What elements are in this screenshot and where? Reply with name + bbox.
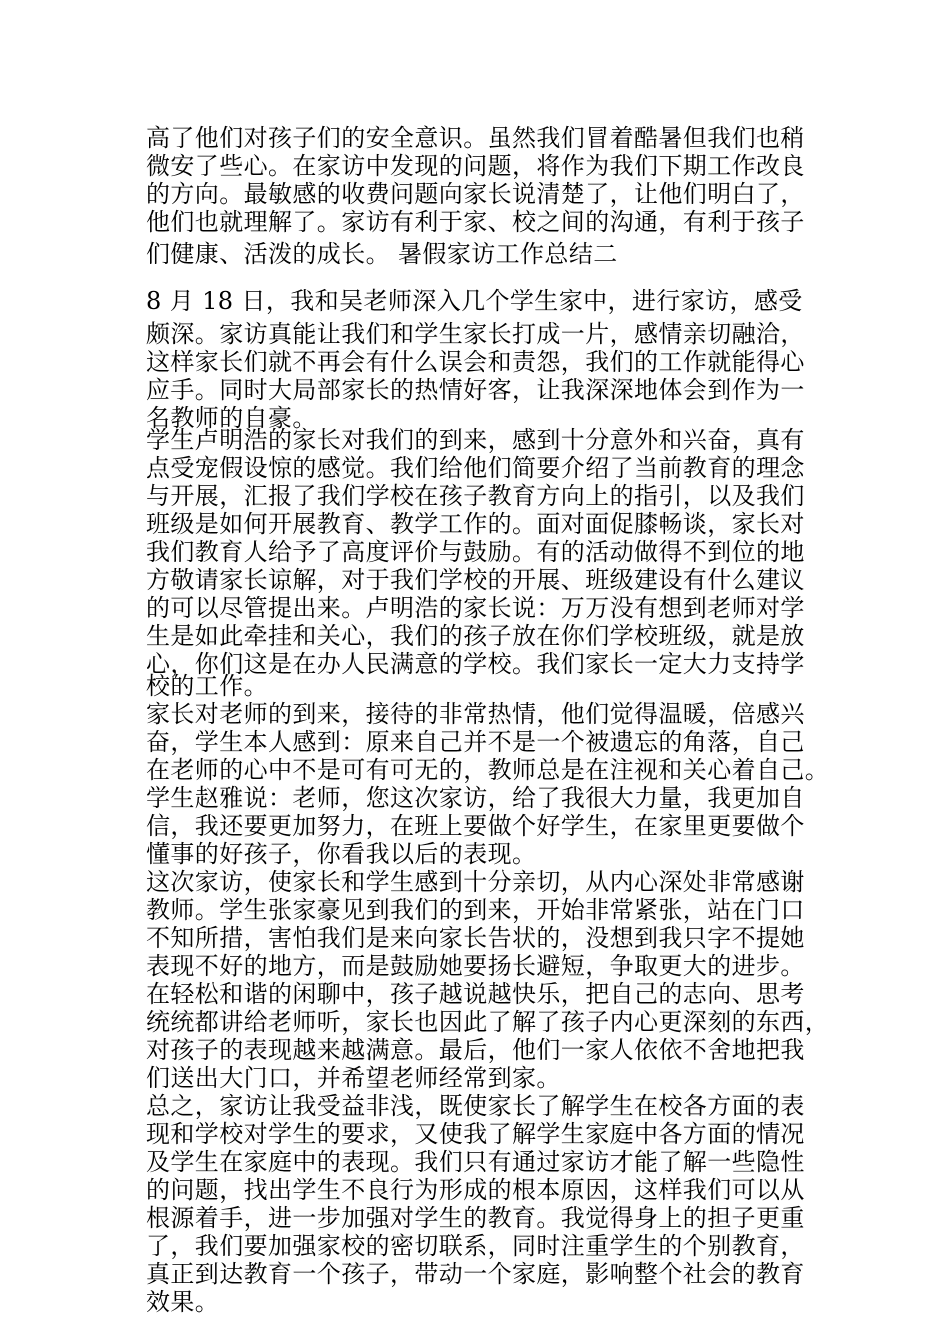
text-line: 颇深。家访真能让我们和学生家长打成一片，感情亲切融洽， [146,320,805,348]
text-line: 根源着手，进一步加强对学生的教育。我觉得身上的担子更重 [146,1204,805,1232]
text-line: 应手。同时大局部家长的热情好客，让我深深地体会到作为一 [146,376,805,404]
text-line: 对孩子的表现越来越满意。最后，他们一家人依依不舍地把我 [146,1036,805,1064]
text-line: 微安了些心。在家访中发现的问题，将作为我们下期工作改良 [146,152,805,180]
text-line: 及学生在家庭中的表现。我们只有通过家访才能了解一些隐性 [146,1148,805,1176]
text-line: 真正到达教育一个孩子，带动一个家庭，影响整个社会的教育 [146,1260,805,1288]
text-line: 这样家长们就不再会有什么误会和责怨，我们的工作就能得心 [146,348,805,376]
text-line: 信，我还要更加努力，在班上要做个好学生，在家里更要做个 [146,812,805,840]
text-line: 奋，学生本人感到：原来自己并不是一个被遗忘的角落，自己 [146,728,805,756]
text-line: 统统都讲给老师听，家长也因此了解了孩子内心更深刻的东西， [146,1008,830,1036]
text-line: 了，我们要加强家校的密切联系，同时注重学生的个别教育， [146,1232,805,1260]
text-line: 们健康、活泼的成长。 暑假家访工作总结二 [146,240,618,268]
text-line: 心，你们这是在办人民满意的学校。我们家长一定大力支持学 [146,650,805,678]
text-line: 点受宠假设惊的感觉。我们给他们简要介绍了当前教育的理念 [146,454,805,482]
text-line: 校的工作。 [146,672,268,700]
text-line: 的问题，找出学生不良行为形成的根本原因，这样我们可以从 [146,1176,805,1204]
text-line: 高了他们对孩子们的安全意识。虽然我们冒着酷暑但我们也稍 [146,124,805,152]
text-line: 与开展，汇报了我们学校在孩子教育方向上的指引，以及我们 [146,482,805,510]
text-line: 我们教育人给予了高度评价与鼓励。有的活动做得不到位的地 [146,538,805,566]
text-line: 在老师的心中不是可有可无的，教师总是在注视和关心着自己。 [146,756,830,784]
text-line: 学生卢明浩的家长对我们的到来，感到十分意外和兴奋，真有 [146,426,805,454]
text-line: 这次家访，使家长和学生感到十分亲切，从内心深处非常感谢 [146,868,805,896]
text-line: 效果。 [146,1288,220,1316]
text-line: 他们也就理解了。家访有利于家、校之间的沟通，有利于孩子 [146,208,805,236]
text-line: 学生赵雅说：老师，您这次家访，给了我很大力量，我更加自 [146,784,805,812]
text-line: 8 月 18 日，我和吴老师深入几个学生家中，进行家访，感受 [146,287,803,315]
text-line: 懂事的好孩子，你看我以后的表现。 [146,840,537,868]
text-line: 现和学校对学生的要求，又使我了解学生家庭中各方面的情况 [146,1120,805,1148]
text-line: 不知所措，害怕我们是来向家长告状的，没想到我只字不提她 [146,924,805,952]
text-line: 们送出大门口，并希望老师经常到家。 [146,1064,561,1092]
text-line: 教师。学生张家豪见到我们的到来，开始非常紧张，站在门口 [146,896,805,924]
text-line: 表现不好的地方，而是鼓励她要扬长避短，争取更大的进步。 [146,952,805,980]
text-line: 在轻松和谐的闲聊中，孩子越说越快乐，把自己的志向、思考 [146,980,805,1008]
text-line: 的可以尽管提出来。卢明浩的家长说：万万没有想到老师对学 [146,594,805,622]
text-line: 名教师的自豪。 [146,404,317,432]
text-line: 家长对老师的到来，接待的非常热情，他们觉得温暖，倍感兴 [146,700,805,728]
text-line: 班级是如何开展教育、教学工作的。面对面促膝畅谈，家长对 [146,510,805,538]
text-line: 的方向。最敏感的收费问题向家长说清楚了，让他们明白了， [146,180,805,208]
text-line: 总之，家访让我受益非浅，既使家长了解学生在校各方面的表 [146,1092,805,1120]
text-line: 生是如此牵挂和关心，我们的孩子放在你们学校班级，就是放 [146,622,805,650]
text-line: 方敬请家长谅解，对于我们学校的开展、班级建设有什么建议 [146,566,805,594]
